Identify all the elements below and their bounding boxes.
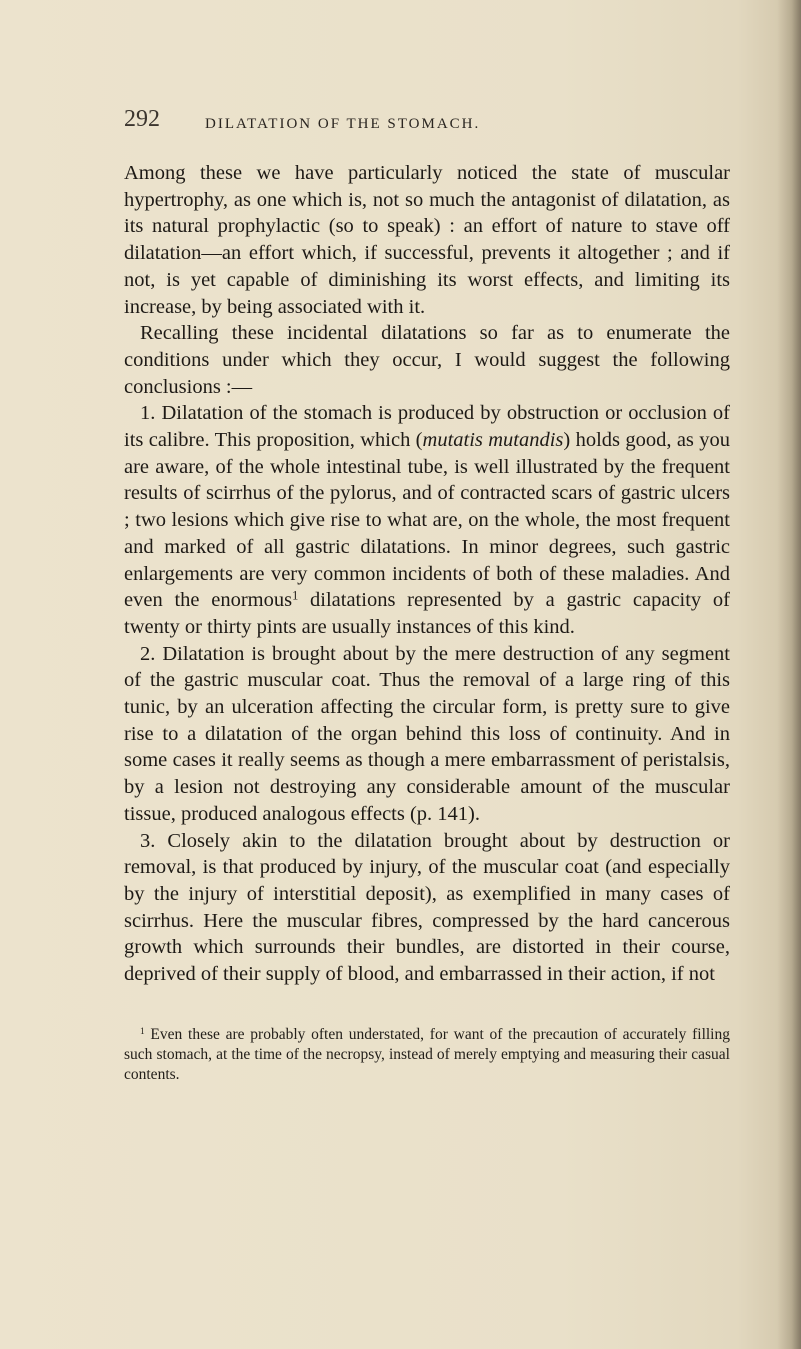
paragraph-5: 3. Closely akin to the dilatation brought about by destruction or removal, is that produced by injury, of the muscular coat (and especially by the injury of interstitial deposit), as exemplified in many cases of scirrhus. Here the muscular fibres, compressed by the hard cancerous growth which surrounds their bundles, are distorted in their course, deprived of their supply of blood, and embarrassed in their action, if not (124, 829, 730, 986)
page-header (0, 106, 801, 146)
footnote-mark: 1 (140, 1026, 145, 1037)
footnote (124, 1025, 730, 1085)
footnote-reference: 1 (292, 588, 299, 603)
paragraph-1: Among these we have particularly noticed the state of muscular hypertrophy, as one which is, not so much the antagonist of dilatation, as its natural prophylactic (so to speak) : an effort of nature to stave off dilatation—an effort which, if successful, prevents it altogether ; and if not, is yet capable of diminishing its worst effects, and limiting its increase, by being associated with it. (124, 162, 730, 318)
page-edge-shadow (777, 0, 801, 1349)
body-text (124, 160, 730, 988)
paragraph-3-part-a: 1. Dilatation of the stomach is produced by obstruction or occlusion of its calibre. This proposition, which ( (124, 402, 730, 452)
paragraph-3-part-c: dilatations represented by a gastric capacity of twenty or thirty pints are usually instances of this kind. (124, 589, 731, 638)
running-title: DILATATION OF THE STOMACH. (205, 116, 481, 132)
paragraph-3-part-b: ) holds good, as you are aware, of the whole intestinal tube, is well illustrated by the frequent results of scirrhus of the pylorus, and of contracted scars of gastric ulcers ; two lesions which give rise to what are, on the whole, the most frequent and marked of all gastric dilatations. In minor degrees, such gastric enlargements are very common incidents of both of these maladies. And even the enormous (124, 429, 730, 612)
page-number: 292 (124, 106, 160, 132)
footnote-body: Even these are probably often understated, for want of the precaution of accurately filling such stomach, at the time of the necropsy, instead of merely emptying and measuring their casual contents. (124, 1026, 730, 1083)
latin-phrase: mutatis mutandis (422, 429, 564, 452)
paragraph-3 (124, 400, 730, 640)
paragraph-2: Recalling these incidental dilatations so far as to enumerate the conditions under which they occur, I would suggest the following conclusions :— (124, 322, 730, 398)
paragraph-4: 2. Dilatation is brought about by the mere destruction of any segment of the gastric muscular coat. Thus the removal of a large ring of this tunic, by an ulceration affecting the circular form, is pretty sure to give rise to a dilatation of the organ behind this loss of continuity. And in some cases it really seems as though a mere embarrassment of peristalsis, by a lesion not destroying any considerable amount of the muscular tissue, produced analogous effects (p. 141). (124, 642, 730, 825)
footnote-text (124, 1025, 730, 1085)
